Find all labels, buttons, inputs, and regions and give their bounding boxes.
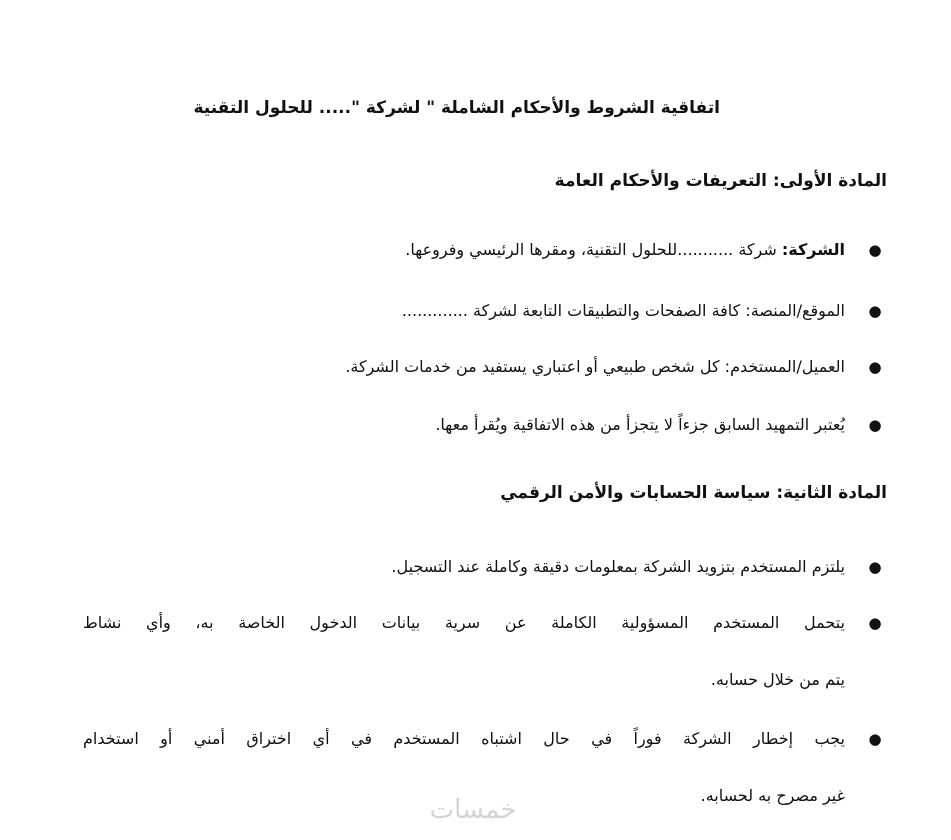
list-item-text: يلتزم المستخدم بتزويد الشركة بمعلومات دقيقة وكاملة عند التسجيل. <box>391 557 845 576</box>
list-item-text: يُعتبر التمهيد السابق جزءاً لا يتجزأ من هذه الاتفاقية ويُقرأ معها. <box>435 415 845 434</box>
bullet-icon: ● <box>868 614 882 632</box>
list-item-line-2: يتم من خلال حسابه. <box>710 670 845 689</box>
list-item-text: الموقع/المنصة: كافة الصفحات والتطبيقات التابعة لشركة ............. <box>401 301 845 320</box>
bullet-icon: ● <box>868 358 882 376</box>
list-item <box>83 411 887 439</box>
list-item <box>83 609 887 694</box>
bullet-icon: ● <box>868 558 882 576</box>
article-2-heading: المادة الثانية: سياسة الحسابات والأمن الرقمي <box>500 483 887 503</box>
list-item <box>83 236 887 264</box>
bullet-icon: ● <box>868 730 882 748</box>
bullet-icon: ● <box>868 416 882 434</box>
term-definition: شركة ...........للحلول التقنية، ومقرها الرئيسي وفروعها. <box>405 240 782 259</box>
document-title: اتفاقية الشروط والأحكام الشاملة " لشركة "..... للحلول التقنية <box>193 98 720 118</box>
list-item <box>83 353 887 381</box>
list-item-line-1: يجب إخطار الشركة فوراً في حال اشتباه المستخدم في أي اختراق أمني أو استخدام <box>83 729 845 748</box>
term-label: الشركة: <box>781 240 845 259</box>
list-item-text <box>83 609 863 694</box>
article-1-heading: المادة الأولى: التعريفات والأحكام العامة <box>554 171 887 191</box>
bullet-icon: ● <box>868 302 882 320</box>
list-item-text <box>83 236 863 264</box>
list-item <box>83 553 887 581</box>
watermark-logo: خمسات <box>429 795 517 825</box>
list-item-line-2: غير مصرح به لحسابه. <box>700 786 845 805</box>
list-item-text: العميل/المستخدم: كل شخص طبيعي أو اعتباري يستفيد من خدمات الشركة. <box>345 357 845 376</box>
list-item-line-1: يتحمل المستخدم المسؤولية الكاملة عن سرية بيانات الدخول الخاصة به، وأي نشاط <box>83 613 845 632</box>
bullet-icon: ● <box>868 241 882 259</box>
list-item <box>83 297 887 325</box>
